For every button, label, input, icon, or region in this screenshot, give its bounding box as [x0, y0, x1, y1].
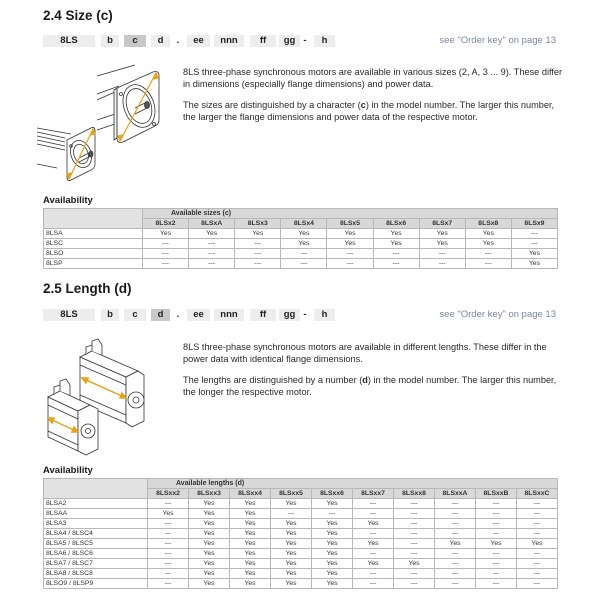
availability-cell: ---: [281, 249, 327, 259]
column-header: 8LSxxB: [476, 489, 517, 499]
availability-table-length: [43, 478, 558, 589]
availability-cell: Yes: [435, 539, 476, 549]
availability-cell: ---: [517, 579, 558, 589]
availability-cell: Yes: [230, 579, 271, 589]
availability-cell: Yes: [189, 509, 230, 519]
availability-cell: ---: [143, 259, 189, 269]
availability-cell: Yes: [189, 579, 230, 589]
motor-body-line: [97, 65, 135, 76]
availability-cell: ---: [435, 519, 476, 529]
availability-cell: ---: [148, 569, 189, 579]
availability-cell: ---: [476, 519, 517, 529]
availability-cell: ---: [189, 249, 235, 259]
row-label: 8LSO9 / 8LSP9: [44, 579, 148, 589]
availability-cell: Yes: [230, 499, 271, 509]
availability-cell: ---: [476, 579, 517, 589]
table-corner: [44, 479, 148, 499]
key-segment-c-highlighted: c: [124, 35, 146, 47]
availability-cell: Yes: [465, 239, 511, 249]
motor-length-illustration: [40, 335, 170, 460]
column-header: 8LSx9: [511, 219, 557, 229]
availability-cell: Yes: [517, 539, 558, 549]
availability-cell: ---: [235, 249, 281, 259]
key-segment-series: 8LS: [43, 309, 95, 321]
availability-cell: ---: [517, 509, 558, 519]
table-row: [44, 239, 558, 249]
availability-cell: Yes: [148, 509, 189, 519]
availability-cell: ---: [435, 499, 476, 509]
availability-cell: ---: [353, 549, 394, 559]
column-header: 8LSx2: [143, 219, 189, 229]
availability-cell: Yes: [419, 229, 465, 239]
availability-cell: Yes: [327, 229, 373, 239]
availability-cell: Yes: [189, 559, 230, 569]
table-corner: [44, 209, 143, 229]
availability-cell: Yes: [271, 519, 312, 529]
availability-cell: Yes: [312, 499, 353, 509]
availability-cell: Yes: [189, 539, 230, 549]
availability-cell: ---: [435, 569, 476, 579]
table-row: [44, 579, 558, 589]
availability-cell: Yes: [353, 559, 394, 569]
column-header: 8LSxxA: [435, 489, 476, 499]
table-body: [44, 499, 558, 589]
availability-cell: ---: [353, 509, 394, 519]
availability-cell: Yes: [373, 229, 419, 239]
availability-cell: ---: [148, 549, 189, 559]
key-segment-nnn: nnn: [214, 35, 244, 47]
availability-cell: ---: [435, 559, 476, 569]
size-description: [183, 66, 563, 132]
availability-cell: Yes: [189, 229, 235, 239]
key-segment-ff: ff: [250, 309, 276, 321]
size-description-p2: The sizes are distinguished by a character (c) in the model number. The larger this number, the larger the flange dimensions and power data of the respective motor.: [183, 100, 555, 122]
availability-table-size: [43, 208, 558, 269]
column-header: 8LSxx5: [271, 489, 312, 499]
availability-cell: Yes: [271, 549, 312, 559]
availability-cell: Yes: [511, 259, 557, 269]
availability-cell: ---: [511, 229, 557, 239]
availability-cell: Yes: [476, 539, 517, 549]
column-header: 8LSxx3: [189, 489, 230, 499]
availability-cell: ---: [148, 539, 189, 549]
availability-cell: Yes: [312, 529, 353, 539]
column-header: 8LSxx2: [148, 489, 189, 499]
key-segment-ee: ee: [187, 35, 210, 47]
order-key-size: [0, 35, 600, 47]
table-row: [44, 549, 558, 559]
availability-cell: ---: [394, 539, 435, 549]
availability-cell: Yes: [230, 529, 271, 539]
availability-cell: ---: [148, 499, 189, 509]
table-row: [44, 229, 558, 239]
availability-cell: ---: [394, 569, 435, 579]
row-label: 8LSA4 / 8LSC4: [44, 529, 148, 539]
availability-cell: ---: [465, 249, 511, 259]
key-segment-c: c: [124, 309, 146, 321]
availability-cell: Yes: [230, 559, 271, 569]
availability-cell: Yes: [230, 569, 271, 579]
availability-cell: ---: [373, 249, 419, 259]
availability-cell: ---: [327, 259, 373, 269]
row-label: 8LSA2: [44, 499, 148, 509]
key-segment-ff: ff: [250, 35, 276, 47]
row-label: 8LSA7 / 8LSC7: [44, 559, 148, 569]
availability-cell: Yes: [312, 519, 353, 529]
availability-cell: Yes: [373, 239, 419, 249]
availability-cell: Yes: [511, 249, 557, 259]
availability-cell: ---: [235, 259, 281, 269]
order-key-link[interactable]: see "Order key" on page 13: [439, 35, 556, 46]
table-row: [44, 539, 558, 549]
table-group-header: Available sizes (c): [143, 209, 558, 219]
column-header: 8LSxx7: [353, 489, 394, 499]
availability-cell: ---: [394, 579, 435, 589]
key-segment-series: 8LS: [43, 35, 95, 47]
availability-cell: ---: [435, 579, 476, 589]
availability-cell: ---: [353, 499, 394, 509]
table-row: [44, 569, 558, 579]
column-header: 8LSxx6: [312, 489, 353, 499]
availability-heading-size: Availability: [43, 195, 93, 206]
row-label: 8LSO: [44, 249, 143, 259]
availability-cell: ---: [476, 559, 517, 569]
availability-cell: ---: [394, 509, 435, 519]
row-label: 8LSA: [44, 229, 143, 239]
key-segment-b: b: [101, 309, 119, 321]
availability-cell: Yes: [230, 509, 271, 519]
key-segment-ee: ee: [187, 309, 210, 321]
column-header: 8LSx4: [281, 219, 327, 229]
column-header: 8LSxA: [189, 219, 235, 229]
availability-cell: ---: [189, 239, 235, 249]
row-label: 8LSAA: [44, 509, 148, 519]
row-label: 8LSA3: [44, 519, 148, 529]
length-description-p2: The lengths are distinguished by a number (d) in the model number. The larger this number, the longer the respective motor.: [183, 375, 557, 397]
key-segment-d-highlighted: d: [151, 309, 170, 321]
availability-cell: Yes: [353, 519, 394, 529]
column-header: 8LSxxC: [517, 489, 558, 499]
availability-cell: Yes: [271, 499, 312, 509]
availability-cell: ---: [394, 549, 435, 559]
section-title-length: 2.5 Length (d): [43, 281, 132, 296]
availability-cell: ---: [517, 559, 558, 569]
availability-cell: ---: [394, 529, 435, 539]
availability-cell: ---: [312, 509, 353, 519]
order-key-length: [0, 309, 600, 321]
section-title-size: 2.4 Size (c): [43, 8, 113, 23]
table-row: [44, 529, 558, 539]
key-separator-dash: -: [303, 35, 307, 46]
availability-cell: ---: [353, 579, 394, 589]
availability-cell: ---: [353, 569, 394, 579]
row-label: 8LSA5 / 8LSC5: [44, 539, 148, 549]
availability-cell: ---: [465, 259, 511, 269]
availability-cell: Yes: [230, 549, 271, 559]
table-row: [44, 519, 558, 529]
availability-cell: ---: [148, 529, 189, 539]
order-key-link[interactable]: see "Order key" on page 13: [439, 309, 556, 320]
availability-cell: ---: [517, 519, 558, 529]
availability-cell: ---: [476, 569, 517, 579]
availability-cell: ---: [419, 249, 465, 259]
availability-cell: Yes: [189, 519, 230, 529]
availability-cell: Yes: [230, 519, 271, 529]
table-row: [44, 499, 558, 509]
column-header: 8LSx3: [235, 219, 281, 229]
availability-cell: ---: [517, 549, 558, 559]
availability-cell: Yes: [327, 239, 373, 249]
key-segment-b: b: [101, 35, 119, 47]
availability-cell: ---: [435, 529, 476, 539]
availability-heading-length: Availability: [43, 465, 93, 476]
availability-cell: Yes: [189, 529, 230, 539]
availability-cell: ---: [419, 259, 465, 269]
column-header: 8LSx8: [465, 219, 511, 229]
key-segment-gg: gg: [279, 35, 300, 47]
availability-cell: ---: [327, 249, 373, 259]
availability-cell: Yes: [312, 539, 353, 549]
key-segment-h: h: [314, 309, 335, 321]
column-header: 8LSx7: [419, 219, 465, 229]
availability-cell: ---: [394, 519, 435, 529]
availability-cell: ---: [143, 239, 189, 249]
column-header: 8LSxx8: [394, 489, 435, 499]
key-segment-gg: gg: [279, 309, 300, 321]
availability-cell: Yes: [281, 229, 327, 239]
availability-cell: Yes: [230, 539, 271, 549]
table-body: [44, 229, 558, 269]
availability-cell: Yes: [271, 559, 312, 569]
availability-cell: Yes: [235, 229, 281, 239]
table-group-header: Available lengths (d): [148, 479, 558, 489]
availability-cell: Yes: [189, 569, 230, 579]
availability-cell: Yes: [189, 549, 230, 559]
availability-cell: ---: [476, 509, 517, 519]
column-header: 8LSx5: [327, 219, 373, 229]
availability-cell: ---: [435, 509, 476, 519]
availability-cell: ---: [517, 529, 558, 539]
size-description-p1: 8LS three-phase synchronous motors are available in various sizes (2, A, 3 ... 9). These differ in dimensions (especially flange dimensions) and power data.: [183, 67, 563, 89]
availability-cell: Yes: [465, 229, 511, 239]
key-segment-nnn: nnn: [214, 309, 244, 321]
row-label: 8LSC: [44, 239, 143, 249]
availability-cell: ---: [373, 259, 419, 269]
availability-cell: Yes: [271, 569, 312, 579]
availability-cell: ---: [271, 509, 312, 519]
availability-cell: Yes: [143, 229, 189, 239]
availability-cell: Yes: [394, 559, 435, 569]
motor-flange-size-illustration: [35, 58, 175, 193]
availability-cell: ---: [517, 499, 558, 509]
key-segment-h: h: [314, 35, 335, 47]
row-label: 8LSP: [44, 259, 143, 269]
availability-cell: Yes: [271, 539, 312, 549]
table-row: [44, 509, 558, 519]
availability-cell: Yes: [312, 549, 353, 559]
length-description: [183, 341, 563, 407]
availability-cell: ---: [435, 549, 476, 559]
availability-cell: ---: [394, 499, 435, 509]
availability-cell: ---: [189, 259, 235, 269]
table-row: [44, 259, 558, 269]
availability-cell: Yes: [271, 529, 312, 539]
availability-cell: ---: [353, 529, 394, 539]
availability-cell: Yes: [271, 579, 312, 589]
availability-cell: ---: [235, 239, 281, 249]
column-header: 8LSxx4: [230, 489, 271, 499]
length-description-p1: 8LS three-phase synchronous motors are available in different lengths. These differ in the power data with identical flange dimensions.: [183, 342, 547, 364]
availability-cell: Yes: [189, 499, 230, 509]
availability-cell: Yes: [419, 239, 465, 249]
key-segment-d: d: [151, 35, 170, 47]
availability-cell: Yes: [312, 579, 353, 589]
availability-cell: ---: [511, 239, 557, 249]
availability-cell: ---: [148, 559, 189, 569]
key-separator-dash: -: [303, 309, 307, 320]
availability-cell: ---: [148, 519, 189, 529]
availability-cell: Yes: [353, 539, 394, 549]
availability-cell: ---: [476, 549, 517, 559]
availability-cell: Yes: [312, 569, 353, 579]
column-header: 8LSx6: [373, 219, 419, 229]
availability-cell: ---: [476, 499, 517, 509]
availability-cell: Yes: [281, 239, 327, 249]
key-separator-dot: .: [176, 35, 180, 46]
availability-cell: ---: [281, 259, 327, 269]
row-label: 8LSA8 / 8LSC8: [44, 569, 148, 579]
availability-cell: ---: [143, 249, 189, 259]
availability-cell: Yes: [312, 559, 353, 569]
key-separator-dot: .: [176, 309, 180, 320]
row-label: 8LSA6 / 8LSC6: [44, 549, 148, 559]
table-row: [44, 249, 558, 259]
availability-cell: ---: [148, 579, 189, 589]
availability-cell: ---: [517, 569, 558, 579]
availability-cell: ---: [476, 529, 517, 539]
table-row: [44, 559, 558, 569]
